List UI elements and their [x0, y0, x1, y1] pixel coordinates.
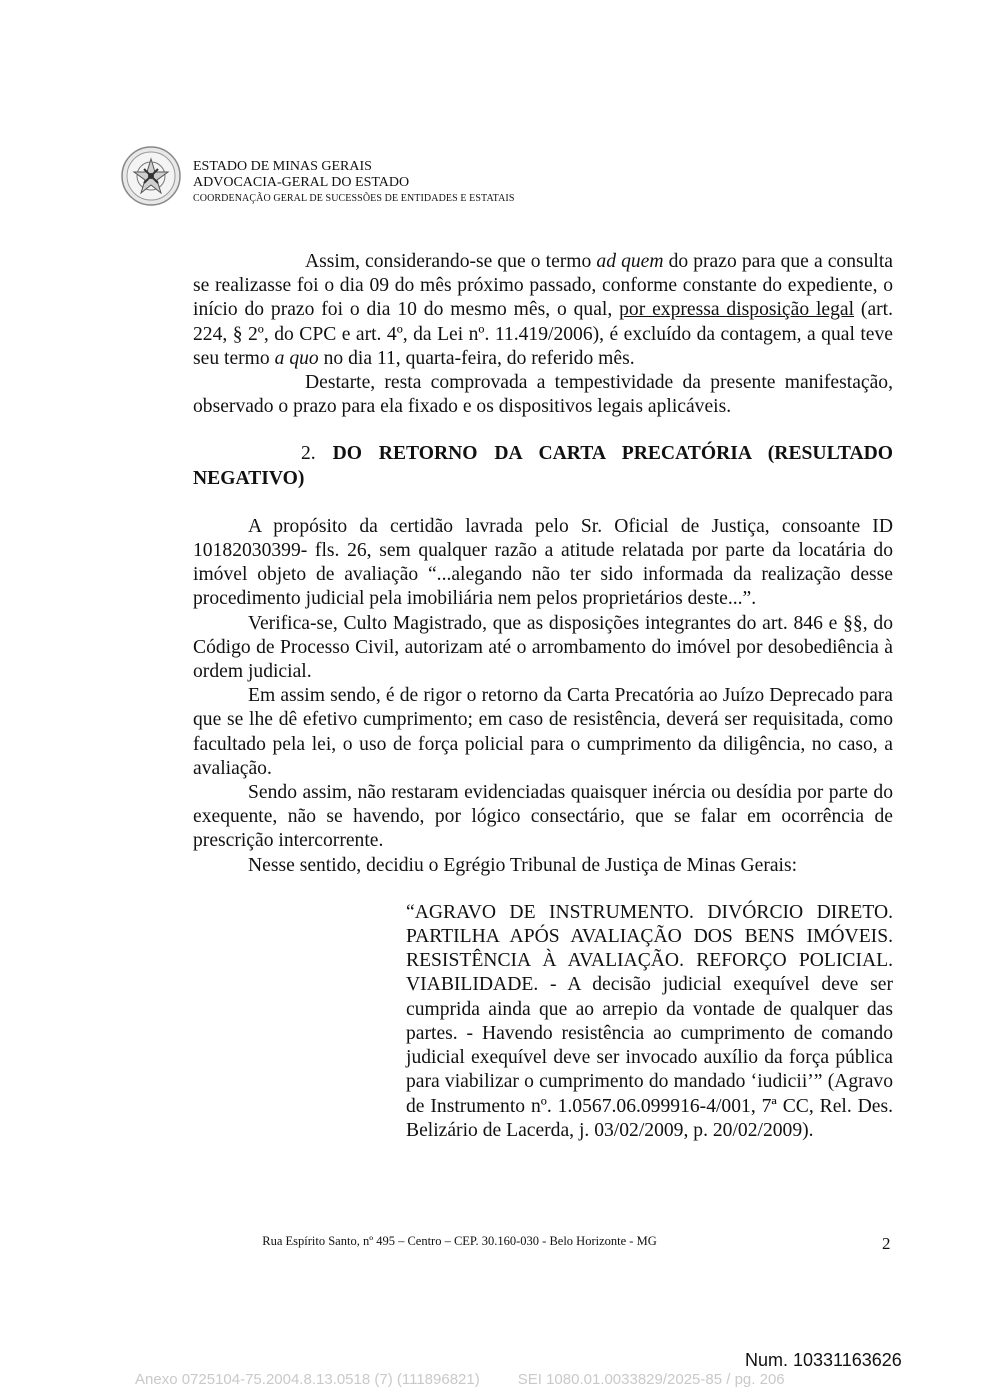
paragraph-return-request: Em assim sendo, é de rigor o retorno da Carta Precatória ao Juízo Deprecado para que se lhe dê efetivo cumprimento; em caso de resistência, deverá ser requisitada, como facultado pela lei, o uso de força policial para o cumprimento da diligência, no caso, a avaliação. [193, 685, 893, 779]
case-law-quote: “AGRAVO DE INSTRUMENTO. DIVÓRCIO DIRETO. PARTILHA APÓS AVALIAÇÃO DOS BENS IMÓVEIS. RESISTÊNCIA À AVALIAÇÃO. REFORÇO POLICIAL. VIABILIDADE. - A decisão judicial exequível deve ser cumprida ainda que ao arrepio da vontade de qualquer das partes. - Havendo resistência ao cumprimento de comando judicial exequível deve ser invocado auxílio da força pública para viabilizar o cumprimento do mandado ‘iudicii’” (Agravo de Instrumento nº. 1.0567.06.099916-4/001, 7ª CC, Rel. Des. Belizário de Lacerda, j. 03/02/2009, p. 20/02/2009). [406, 901, 893, 1141]
paragraph-article-846: Verifica-se, Culto Magistrado, que as disposições integrantes do art. 846 e §§, do Código de Processo Civil, autorizam até o arrombamento do imóvel por desobediência à ordem judicial. [193, 612, 893, 683]
header-state: ESTADO DE MINAS GERAIS [193, 159, 372, 174]
document-body [193, 250, 893, 1143]
minas-gerais-coat-of-arms-icon [120, 145, 182, 207]
footer-address: Rua Espírito Santo, nº 495 – Centro – CEP. 30.160-030 - Belo Horizonte - MG [262, 1234, 657, 1248]
page-number: 2 [882, 1234, 891, 1253]
section-heading: 2. DO RETORNO DA CARTA PRECATÓRIA (RESULTADO NEGATIVO) [193, 443, 894, 489]
paragraph-no-prescription: Sendo assim, não restaram evidenciadas quaisquer inércia ou desídia por parte do exequente, não se havendo, por lógico consectário, que se falar em ocorrência de prescrição intercorrente. [193, 782, 893, 852]
header-agency: ADVOCACIA-GERAL DO ESTADO [193, 175, 410, 190]
paragraph-court-intro: Nesse sentido, decidiu o Egrégio Tribunal de Justiça de Minas Gerais: [248, 854, 798, 876]
document-id: Num. 10331163626 [745, 1350, 902, 1370]
sei-reference: SEI 1080.01.0033829/2025-85 / pg. 206 [517, 1371, 785, 1388]
letterhead [193, 159, 515, 207]
paragraph-deadline: Assim, considerando-se que o termo ad quem do prazo para que a consulta se realizasse foi o dia 09 do mês próximo passado, conforme constante do expediente, o início do prazo foi o dia 10 do mesmo mês, o qual, por expressa disposição legal (art. 224, § 2º, do CPC e art. 4º, da Lei nº. 11.419/2006), é excluído da contagem, a qual teve seu termo a quo no dia 11, quarta-feira, do referido mês. [193, 251, 894, 369]
paragraph-certificate: A propósito da certidão lavrada pelo Sr. Oficial de Justiça, consoante ID 10182030399- fls. 26, sem qualquer razão a atitude relatada por parte da locatária do imóvel objeto de avaliação “...alegando não ter sido informada da realização desse procedimento judicial pela imobiliária nem pelos proprietários deste...”. [193, 515, 893, 610]
system-stamp [135, 1371, 785, 1388]
header-department: COORDENAÇÃO GERAL DE SUCESSÕES DE ENTIDADES E ESTATAIS [193, 193, 515, 204]
annex-reference: Anexo 0725104-75.2004.8.13.0518 (7) (111896821) [135, 1371, 480, 1388]
paragraph-timeliness: Destarte, resta comprovada a tempestividade da presente manifestação, observado o prazo para ela fixado e os dispositivos legais aplicáveis. [193, 372, 893, 418]
